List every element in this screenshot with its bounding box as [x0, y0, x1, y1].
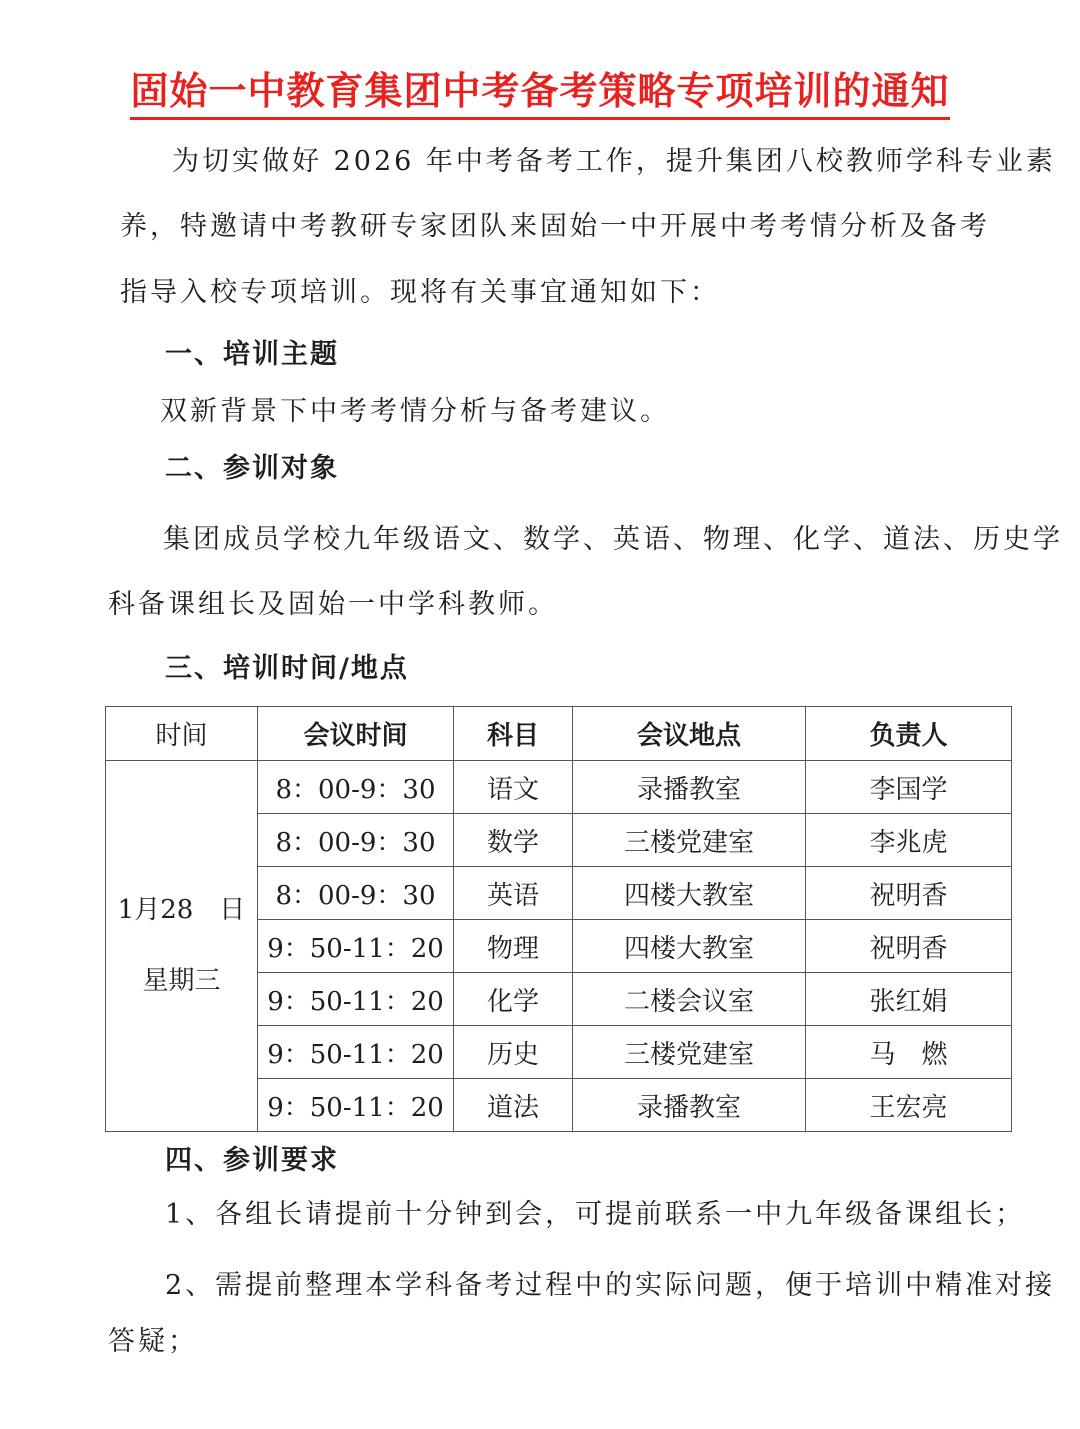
intro-line-1: 为切实做好 2026 年中考备考工作，提升集团八校教师学科专业素	[172, 146, 1056, 177]
cell-subject: 道法	[454, 1079, 573, 1132]
cell-location: 录播教室	[573, 1079, 806, 1132]
cell-time: 9：50-11：20	[258, 973, 454, 1026]
header-person: 负责人	[806, 707, 1012, 761]
cell-subject: 数学	[454, 814, 573, 867]
notice-title-text: 固始一中教育集团中考备考策略专项培训的通知	[130, 60, 949, 120]
cell-time: 9：50-11：20	[258, 1079, 454, 1132]
cell-person: 李兆虎	[806, 814, 1012, 867]
cell-time: 8：00-9：30	[258, 814, 454, 867]
cell-subject: 语文	[454, 761, 573, 814]
cell-person: 马 燃	[806, 1026, 1012, 1079]
section-4-heading: 四、参训要求	[165, 1145, 339, 1176]
section-2-line-1: 集团成员学校九年级语文、数学、英语、物理、化学、道法、历史学	[163, 524, 1063, 555]
notice-title	[0, 60, 1080, 120]
section-2-heading: 二、参训对象	[165, 453, 339, 484]
requirement-1: 1、各组长请提前十分钟到会，可提前联系一中九年级备课组长；	[165, 1199, 1026, 1230]
schedule-table	[105, 706, 1012, 1132]
cell-person: 祝明香	[806, 920, 1012, 973]
header-meeting-time: 会议时间	[258, 707, 454, 761]
cell-subject: 历史	[454, 1026, 573, 1079]
section-1-heading: 一、培训主题	[165, 339, 339, 370]
requirement-2-line-2: 答疑；	[108, 1326, 198, 1357]
cell-person: 祝明香	[806, 867, 1012, 920]
cell-person: 王宏亮	[806, 1079, 1012, 1132]
table-row	[106, 761, 1012, 814]
cell-time: 8：00-9：30	[258, 867, 454, 920]
header-location: 会议地点	[573, 707, 806, 761]
date-line-2: 星期三	[142, 966, 221, 996]
cell-time: 9：50-11：20	[258, 920, 454, 973]
header-subject: 科目	[454, 707, 573, 761]
cell-location: 三楼党建室	[573, 1026, 806, 1079]
section-2-line-2: 科备课组长及固始一中学科教师。	[108, 589, 558, 620]
intro-line-2: 养，特邀请中考教研专家团队来固始一中开展中考考情分析及备考	[120, 211, 990, 242]
date-cell	[106, 761, 258, 1132]
section-3-heading: 三、培训时间/地点	[165, 653, 409, 684]
header-date: 时间	[106, 707, 258, 761]
table-header-row	[106, 707, 1012, 761]
cell-person: 张红娟	[806, 973, 1012, 1026]
section-1-text: 双新背景下中考考情分析与备考建议。	[160, 396, 670, 427]
cell-person: 李国学	[806, 761, 1012, 814]
cell-subject: 化学	[454, 973, 573, 1026]
cell-location: 三楼党建室	[573, 814, 806, 867]
cell-location: 录播教室	[573, 761, 806, 814]
cell-time: 9：50-11：20	[258, 1026, 454, 1079]
cell-time: 8：00-9：30	[258, 761, 454, 814]
cell-subject: 物理	[454, 920, 573, 973]
cell-subject: 英语	[454, 867, 573, 920]
date-line-1: 1月28 日	[117, 894, 246, 925]
cell-location: 四楼大教室	[573, 920, 806, 973]
requirement-2-line-1: 2、需提前整理本学科备考过程中的实际问题，便于培训中精准对接	[165, 1270, 1056, 1301]
cell-location: 四楼大教室	[573, 867, 806, 920]
cell-location: 二楼会议室	[573, 973, 806, 1026]
intro-line-3: 指导入校专项培训。现将有关事宜通知如下：	[120, 277, 720, 308]
